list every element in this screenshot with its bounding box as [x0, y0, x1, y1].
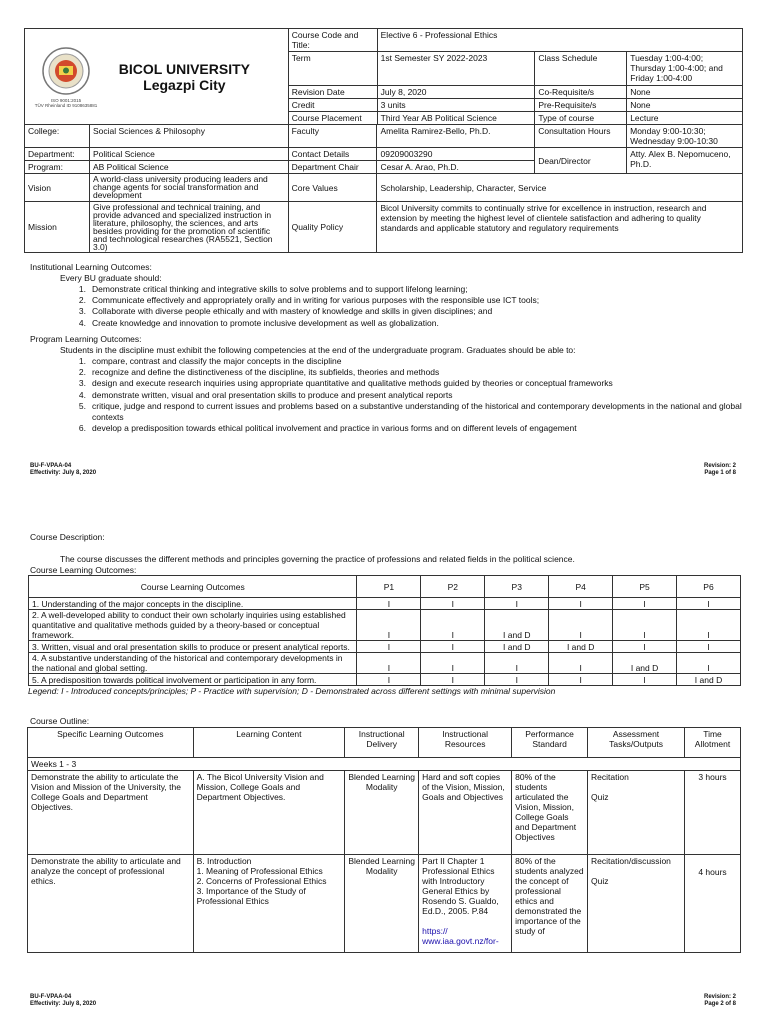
- weeks-label: Weeks 1 - 3: [28, 758, 741, 771]
- college-value: Social Sciences & Philosophy: [89, 125, 288, 148]
- plo-intro: Students in the discipline must exhibit the following competencies at the end of the undergraduate program. Graduates should be able to:: [60, 345, 576, 355]
- effectivity-date: Effectivity: July 8, 2020: [30, 1001, 97, 1007]
- faculty-label: Faculty: [288, 125, 377, 148]
- term-label: Term: [288, 52, 377, 86]
- p-header: P4: [549, 576, 613, 598]
- header-block: [24, 28, 743, 253]
- list-item: 2. Communicate effectively and appropriately orally and in writing for various purposes with the responsible use ICT tools;: [78, 295, 540, 306]
- resource-link[interactable]: https://: [422, 926, 448, 936]
- clo-legend: Legend: I - Introduced concepts/principles; P - Practice with supervision; D - Demonstrated across different settings with minimal supervision: [28, 686, 556, 696]
- page-number: Page 2 of 8: [704, 1001, 736, 1007]
- pre-req-label: Pre-Requisite/s: [535, 99, 627, 112]
- seal-icon: [41, 46, 91, 96]
- p-header: P1: [357, 576, 421, 598]
- page-footer: [30, 463, 736, 477]
- list-item: 3. design and execute research inquiries using appropriate quantitative and qualitative methods guided by theories or conceptual frameworks: [78, 378, 613, 389]
- list-item: 5. critique, judge and respond to current issues and problems based on a substantive understanding of the historical and contemporary developments in the national and global contexts: [78, 400, 742, 423]
- credit-label: Credit: [288, 99, 377, 112]
- credit-value: 3 units: [377, 99, 535, 112]
- table-row: 3. Written, visual and oral presentation skills to produce or present analytical reports. I I I and D I and D I I: [29, 641, 741, 653]
- consult-value: Monday 9:00-10:30; Wednesday 9:00-10:30: [627, 125, 743, 148]
- core-label: Core Values: [288, 174, 377, 202]
- list-item: 1. compare, contrast and classify the major concepts in the discipline: [78, 356, 342, 366]
- list-item: 6. develop a predisposition towards ethical political involvement and practice in various forms and on different levels of engagement: [78, 423, 577, 434]
- revision-date-label: Revision Date: [288, 86, 377, 99]
- course-description-title: Course Description:: [30, 532, 105, 542]
- table-row: 4. A substantive understanding of the historical and contemporary developments in the national and global setting. I I I I I and D I: [29, 653, 741, 674]
- p-header: P6: [677, 576, 741, 598]
- p-header: P3: [485, 576, 549, 598]
- university-name: BICOL UNIVERSITY: [118, 60, 250, 77]
- p-header: P2: [421, 576, 485, 598]
- header-cell: Learning Content: [193, 728, 345, 758]
- ilo-title: Institutional Learning Outcomes:: [30, 262, 152, 272]
- clo-table: [28, 575, 741, 686]
- table-row: 1. Understanding of the major concepts in the discipline. I I I I I I: [29, 598, 741, 610]
- university-banner: [25, 29, 289, 125]
- pre-req-value: None: [627, 99, 743, 112]
- ilo-list: [30, 284, 750, 329]
- resource-link[interactable]: www.iaa.govt.nz/for-: [422, 936, 499, 946]
- course-description-text: The course discusses the different methods and principles governing the practice of professions and related fields in the political science.: [60, 554, 575, 564]
- type-label: Type of course: [535, 112, 627, 125]
- quality-label: Quality Policy: [288, 202, 377, 253]
- mission-label: Mission: [25, 202, 90, 253]
- term-value: 1st Semester SY 2022-2023: [377, 52, 535, 86]
- page-number: Page 1 of 8: [704, 470, 736, 476]
- header-table: [24, 28, 743, 125]
- quality-value: Bicol University commits to continually strive for excellence in instruction, research and extension by meeting the highest level of clientele satisfaction and adhering to quality standards and applicable statutory and regulatory requirements: [377, 202, 743, 253]
- list-item: 3. Collaborate with diverse people ethically and with mastery of knowledge and skills in given disciplines; and: [78, 306, 493, 317]
- class-schedule-value: Tuesday 1:00-4:00; Thursday 1:00-4:00; and Friday 1:00-4:00: [627, 52, 743, 86]
- plo-title: Program Learning Outcomes:: [30, 334, 142, 344]
- table-row: Demonstrate the ability to articulate and analyze the concept of professional ethics. B. Introduction 1. Meaning of Professional Ethics 2. Concerns of Professional Ethics 3. Importance of the Study of Professional Ethics Blended Learning Modality Part II Chapter 1 Professional Ethics with Introductory General Ethics by Rosendo S. Gualdo, Ed.D., 2005. P.84 https:// www.iaa.govt.nz/for- 80% of the students analyzed the concept of professional ethics and demonstrated the importance of the study of Recitation/discussion Quiz 4 hours: [28, 855, 741, 953]
- class-schedule-label: Class Schedule: [535, 52, 627, 86]
- co-req-value: None: [627, 86, 743, 99]
- outline-table-wrap: [27, 727, 741, 953]
- course-code-value: Elective 6 - Professional Ethics: [377, 29, 742, 52]
- logo-cert: ISO 9001:2015: [50, 97, 82, 103]
- chair-value: Cesar A. Arao, Ph.D.: [377, 161, 535, 174]
- plo-list: [30, 356, 746, 434]
- outline-title: Course Outline:: [30, 716, 90, 726]
- header-cell: Instructional Resources: [419, 728, 512, 758]
- clo-header: Course Learning Outcomes: [29, 576, 357, 598]
- placement-value: Third Year AB Political Science: [377, 112, 535, 125]
- university-logo: [25, 46, 101, 108]
- header-cell: Instructional Delivery: [345, 728, 419, 758]
- list-item: 4. Create knowledge and innovation to promote inclusive development as well as globalization.: [78, 317, 439, 328]
- placement-label: Course Placement: [288, 112, 377, 125]
- contact-label: Contact Details: [288, 148, 377, 161]
- list-item: 2. recognize and define the distinctiveness of the discipline, its subfields, theories and methods: [78, 367, 440, 378]
- type-value: Lecture: [627, 112, 743, 125]
- effectivity-date: Effectivity: July 8, 2020: [30, 470, 97, 476]
- consult-label: Consultation Hours: [535, 125, 627, 148]
- header-cell: Specific Learning Outcomes: [28, 728, 194, 758]
- clo-title: Course Learning Outcomes:: [30, 565, 137, 575]
- university-city: Legazpi City: [143, 76, 226, 93]
- course-description: [30, 532, 746, 575]
- course-code-label: Course Code and Title:: [288, 29, 377, 52]
- list-item: 4. demonstrate written, visual and oral presentation skills to produce and present analytical reports: [78, 389, 453, 400]
- outline-table: [27, 727, 741, 953]
- core-value: Scholarship, Leadership, Character, Service: [377, 174, 743, 202]
- program-label: Program:: [25, 161, 90, 174]
- form-code: BU-F-VPAA-04: [30, 994, 72, 1000]
- header-cell: Performance Standard: [512, 728, 588, 758]
- vision-label: Vision: [25, 174, 90, 202]
- form-code: BU-F-VPAA-04: [30, 463, 72, 469]
- header-cell: Assessment Tasks/Outputs: [588, 728, 685, 758]
- plo-section: [30, 334, 746, 434]
- outline-header-row: [28, 728, 741, 758]
- table-row: Demonstrate the ability to articulate the Vision and Mission of the University, the College Goals and Department Objectives. A. The Bicol University Vision and Mission, College Goals and Department Objectives. Blended Learning Modality Hard and soft copies of the Vision, Mission, Goals and Objectives 80% of the students articulated the Vision, Mission, College Goals and Department Objectives Recitation Quiz 3 hours: [28, 771, 741, 855]
- table-row: 5. A predisposition towards political involvement or participation in any form. I I I I I I and D: [29, 674, 741, 686]
- department-value: Political Science: [89, 148, 288, 161]
- table-row: 2. A well-developed ability to conduct their own scholarly inquiries using established quantitative and qualitative methods guided by a theory-based or conceptual framework. I I I and D I I I: [29, 610, 741, 641]
- list-item: 1. Demonstrate critical thinking and integrative skills to solve problems and to support lifelong learning;: [78, 284, 468, 294]
- ilo-section: [30, 262, 750, 329]
- vision-value: A world-class university producing leaders and change agents for social transformation and development: [89, 174, 288, 202]
- department-label: Department:: [25, 148, 90, 161]
- p-header: P5: [613, 576, 677, 598]
- page-footer: [30, 994, 736, 1008]
- ilo-intro: Every BU graduate should:: [60, 273, 162, 283]
- dean-label: Dean/Director: [535, 148, 627, 174]
- mission-value: Give professional and technical training, and provide advanced and specialized instruction in literature, philosophy, the sciences, and arts besides providing for the promotion of scientific and technological researches (RA5521, Section 3.0): [89, 202, 288, 253]
- chair-label: Department Chair: [288, 161, 377, 174]
- header-table-lower: [24, 124, 743, 253]
- revision-number: Revision: 2: [703, 463, 736, 469]
- revision-number: Revision: 2: [703, 994, 736, 1000]
- revision-date-value: July 8, 2020: [377, 86, 535, 99]
- logo-cert-id: TÜV Rheinland ID 9108635881: [34, 102, 98, 108]
- faculty-value: Amelita Ramirez-Bello, Ph.D.: [377, 125, 535, 148]
- program-value: AB Political Science: [89, 161, 288, 174]
- co-req-label: Co-Requisite/s: [535, 86, 627, 99]
- header-cell: Time Allotment: [685, 728, 741, 758]
- clo-table-wrap: [28, 575, 741, 697]
- college-label: College:: [25, 125, 90, 148]
- contact-value: 09209003290: [377, 148, 535, 161]
- dean-value: Atty. Alex B. Nepomuceno, Ph.D.: [627, 148, 743, 174]
